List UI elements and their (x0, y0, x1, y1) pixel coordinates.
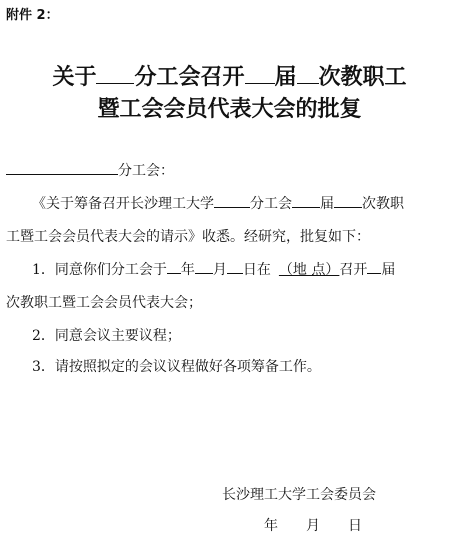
date-month: 月 (306, 518, 320, 534)
item-text: 1．同意你们分工会于 (32, 262, 167, 278)
title-text: 分工会召开 (134, 64, 245, 90)
paragraph-text: 分工会 (250, 196, 292, 212)
item-text: 召开 (339, 262, 368, 278)
item-blank-day (227, 260, 243, 274)
location-placeholder: （地 点） (278, 262, 340, 278)
title-text: 关于 (52, 64, 97, 90)
paragraph-text: 届 (320, 196, 334, 212)
item-2: 2．同意会议主要议程； (32, 328, 181, 344)
paragraph-1-line-1 (32, 193, 404, 213)
date-day: 日 (348, 518, 362, 534)
title-blank-number (297, 65, 319, 84)
title-blank-branch (96, 65, 134, 84)
paragraph-blank-session (292, 194, 320, 208)
item-blank-month (195, 260, 213, 274)
item-1-line-1 (32, 259, 395, 279)
attachment-label: 附件 2： (6, 8, 59, 23)
item-text: 届 (381, 262, 396, 278)
item-blank-session (367, 260, 381, 274)
title-text: 次教职工 (318, 64, 407, 90)
signature-org: 长沙理工大学工会委员会 (222, 487, 376, 503)
paragraph-blank-branch (214, 194, 250, 208)
item-3: 3．请按照拟定的会议议程做好各项筹备工作。 (32, 359, 321, 375)
paragraph-text: 次教职 (362, 196, 404, 212)
signature-date (264, 515, 362, 535)
addressee-suffix: 分工会： (118, 163, 174, 179)
item-text: 年 (180, 262, 195, 278)
title-text: 届 (274, 64, 297, 90)
title-line-1 (0, 60, 459, 91)
date-year: 年 (264, 518, 278, 534)
addressee-line (6, 160, 174, 180)
paragraph-1-line-2: 工暨工会会员代表大会的请示》收悉。经研究，批复如下： (6, 229, 370, 245)
paragraph-blank-number (334, 194, 362, 208)
item-blank-year (167, 260, 181, 274)
item-text: 日在 (242, 262, 271, 278)
title-blank-session (245, 65, 275, 84)
item-text: 月 (212, 262, 227, 278)
item-1-line-2: 次教职工暨工会会员代表大会； (6, 295, 202, 311)
paragraph-text: 《关于筹备召开长沙理工大学 (32, 196, 214, 212)
title-line-2: 暨工会会员代表大会的批复 (97, 96, 362, 122)
addressee-blank (6, 161, 118, 175)
